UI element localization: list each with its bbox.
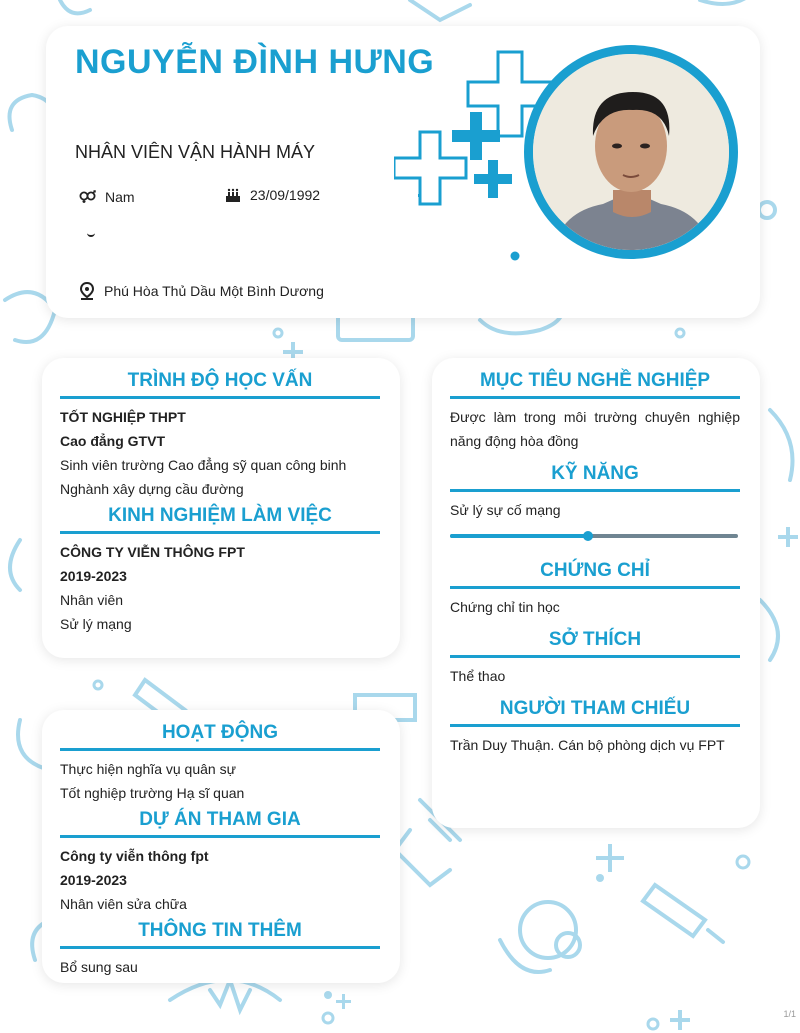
education-item: Nghành xây dựng cầu đường [60, 481, 244, 497]
experience-item: 2019-2023 [60, 568, 127, 584]
skills-title: KỸ NĂNG [450, 459, 740, 492]
activities-projects-card [42, 710, 400, 983]
hobbies-title: SỞ THÍCH [450, 625, 740, 658]
education-experience-card [42, 358, 400, 658]
objective-title: MỤC TIÊU NGHỀ NGHIỆP [450, 366, 740, 399]
project-item: Công ty viễn thông fpt [60, 848, 209, 864]
projects-title: DỰ ÁN THAM GIA [60, 805, 380, 838]
skill-level-fill [450, 534, 588, 538]
certificates-title: CHỨNG CHỈ [450, 556, 740, 589]
gender-row [79, 189, 135, 205]
certificate-item: Chứng chỉ tin học [450, 599, 560, 615]
gender-value: Nam [105, 189, 135, 205]
experience-title: KINH NGHIỆM LÀM VIỆC [60, 501, 380, 534]
activities-title: HOẠT ĐỘNG [60, 718, 380, 751]
birthday-value: 23/09/1992 [250, 187, 321, 203]
page-number: 1/1 [783, 1009, 796, 1019]
education-item: TỐT NGHIỆP THPT [60, 409, 186, 425]
project-item: Nhân viên sửa chữa [60, 896, 187, 912]
extra-info-item: Bổ sung sau [60, 959, 138, 975]
job-title: NHÂN VIÊN VẬN HÀNH MÁY [75, 142, 316, 162]
birthday-cake-icon [225, 187, 241, 203]
objective-text: Được làm trong môi trường chuyên nghiệp năng động hòa đồng [450, 409, 740, 449]
location-pin-icon [79, 282, 95, 300]
education-title: TRÌNH ĐỘ HỌC VẤN [60, 366, 380, 399]
hobby-item: Thể thao [450, 668, 506, 684]
gender-icon [79, 190, 96, 204]
birthday-row [225, 187, 320, 203]
skill-level-marker [583, 531, 593, 541]
reference-text: Trần Duy Thuận. Cán bộ phòng dịch vụ FPT [450, 737, 725, 753]
address-value: Phú Hòa Thủ Dầu Một Bình Dương [104, 283, 324, 299]
phone-icon-fragment [87, 230, 95, 237]
experience-item: CÔNG TY VIỄN THÔNG FPT [60, 544, 245, 560]
profile-header-card [46, 26, 760, 318]
extra-info-title: THÔNG TIN THÊM [60, 916, 380, 949]
candidate-name: NGUYỄN ĐÌNH HƯNG [75, 43, 435, 81]
activity-item: Thực hiện nghĩa vụ quân sự [60, 761, 236, 777]
experience-item: Nhân viên [60, 592, 124, 608]
experience-item: Sử lý mạng [60, 616, 132, 632]
person-portrait-icon [533, 54, 729, 250]
project-item: 2019-2023 [60, 872, 127, 888]
avatar-photo [524, 45, 738, 259]
education-item: Sinh viên trường Cao đẳng sỹ quan công binh [60, 457, 347, 473]
skill-level-bar [450, 534, 738, 538]
education-item: Cao đẳng GTVT [60, 433, 165, 449]
skill-name: Sử lý sự cố mạng [450, 502, 561, 518]
address-row [79, 282, 324, 300]
objective-skills-card [432, 358, 760, 828]
activity-item: Tốt nghiệp trường Hạ sĩ quan [60, 785, 245, 801]
references-title: NGƯỜI THAM CHIẾU [450, 694, 740, 727]
